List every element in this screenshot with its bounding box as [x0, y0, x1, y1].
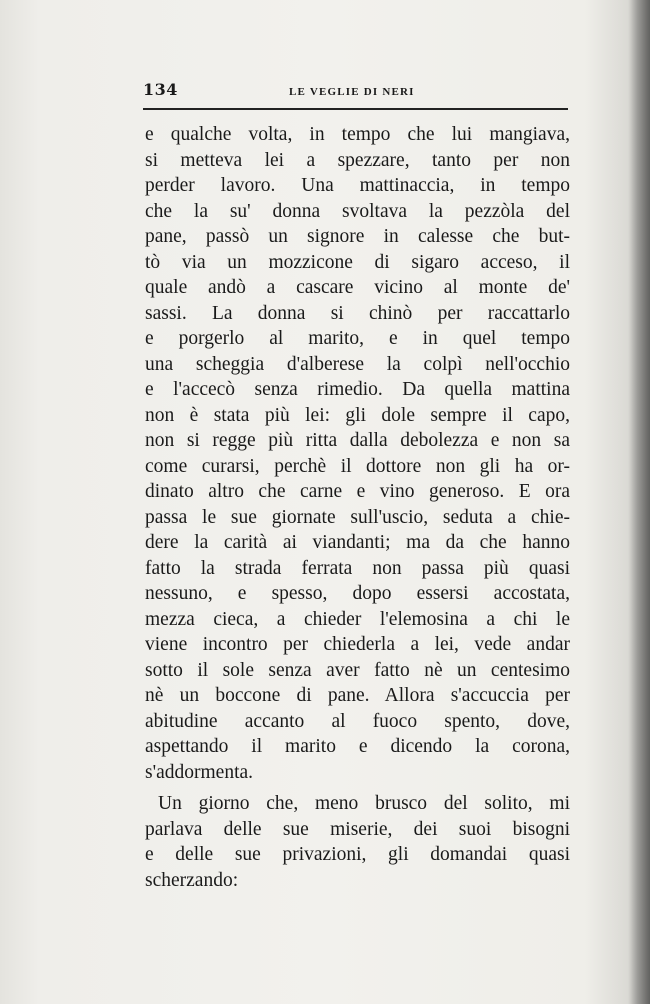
text-line: parlava delle sue miserie, dei suoi bisogni — [145, 818, 570, 840]
running-title: LE VEGLIE DI NERI — [289, 86, 415, 98]
text-line: sassi. La donna si chinò per raccattarlo — [145, 302, 570, 324]
text-line: aspettando il marito e dicendo la corona, — [145, 736, 570, 757]
text-line: non è stata più lei: gli dole sempre il capo, — [145, 404, 570, 426]
text-line: nè un boccone di pane. Allora s'accuccia per — [145, 685, 570, 706]
text-line: scherzando: — [145, 869, 239, 891]
text-line: dinato altro che carne e vino generoso. E ora — [145, 481, 570, 502]
paragraph-1 — [145, 122, 570, 785]
text-line: perder lavoro. Una mattinaccia, in tempo — [145, 175, 570, 196]
text-line: fatto la strada ferrata non passa più quasi — [145, 557, 570, 579]
page-header — [143, 80, 568, 104]
text-line: viene incontro per chiederla a lei, vede andar — [145, 634, 570, 655]
text-line: che la su' donna svoltava la pezzòla del — [145, 200, 570, 222]
text-line: s'addormenta. — [145, 761, 254, 783]
text-line: nessuno, e spesso, dopo essersi accostata, — [145, 583, 570, 604]
text-line: quale andò a cascare vicino al monte de' — [145, 277, 570, 298]
text-line: sotto il sole senza aver fatto nè un centesimo — [145, 659, 570, 681]
text-line: e porgerlo al marito, e in quel tempo — [145, 328, 570, 349]
paragraph-2 — [145, 791, 570, 893]
text-line: una scheggia d'alberese la colpì nell'occhio — [145, 353, 570, 375]
text-line: Un giorno che, meno brusco del solito, mi — [158, 793, 570, 814]
book-spine-shadow — [628, 0, 650, 1004]
text-line: e qualche volta, in tempo che lui mangiava, — [145, 124, 570, 145]
text-line: mezza cieca, a chieder l'elemosina a chi le — [145, 608, 570, 630]
page-number: 134 — [143, 80, 178, 99]
text-line: e delle sue privazioni, gli domandai quasi — [145, 844, 570, 865]
text-line: e l'accecò senza rimedio. Da quella mattina — [145, 379, 570, 400]
header-rule — [143, 108, 568, 110]
body-text — [145, 122, 570, 893]
text-line: tò via un mozzicone di sigaro acceso, il — [145, 251, 570, 273]
text-line: passa le sue giornate sull'uscio, seduta a chie- — [145, 506, 570, 528]
text-line: pane, passò un signore in calesse che but- — [145, 226, 570, 247]
text-line: non si regge più ritta dalla debolezza e non sa — [145, 430, 570, 451]
text-line: come curarsi, perchè il dottore non gli ha or- — [145, 455, 570, 477]
text-line: dere la carità ai viandanti; ma da che hanno — [145, 532, 570, 553]
text-line: si metteva lei a spezzare, tanto per non — [145, 149, 570, 171]
text-line: abitudine accanto al fuoco spento, dove, — [145, 710, 570, 732]
